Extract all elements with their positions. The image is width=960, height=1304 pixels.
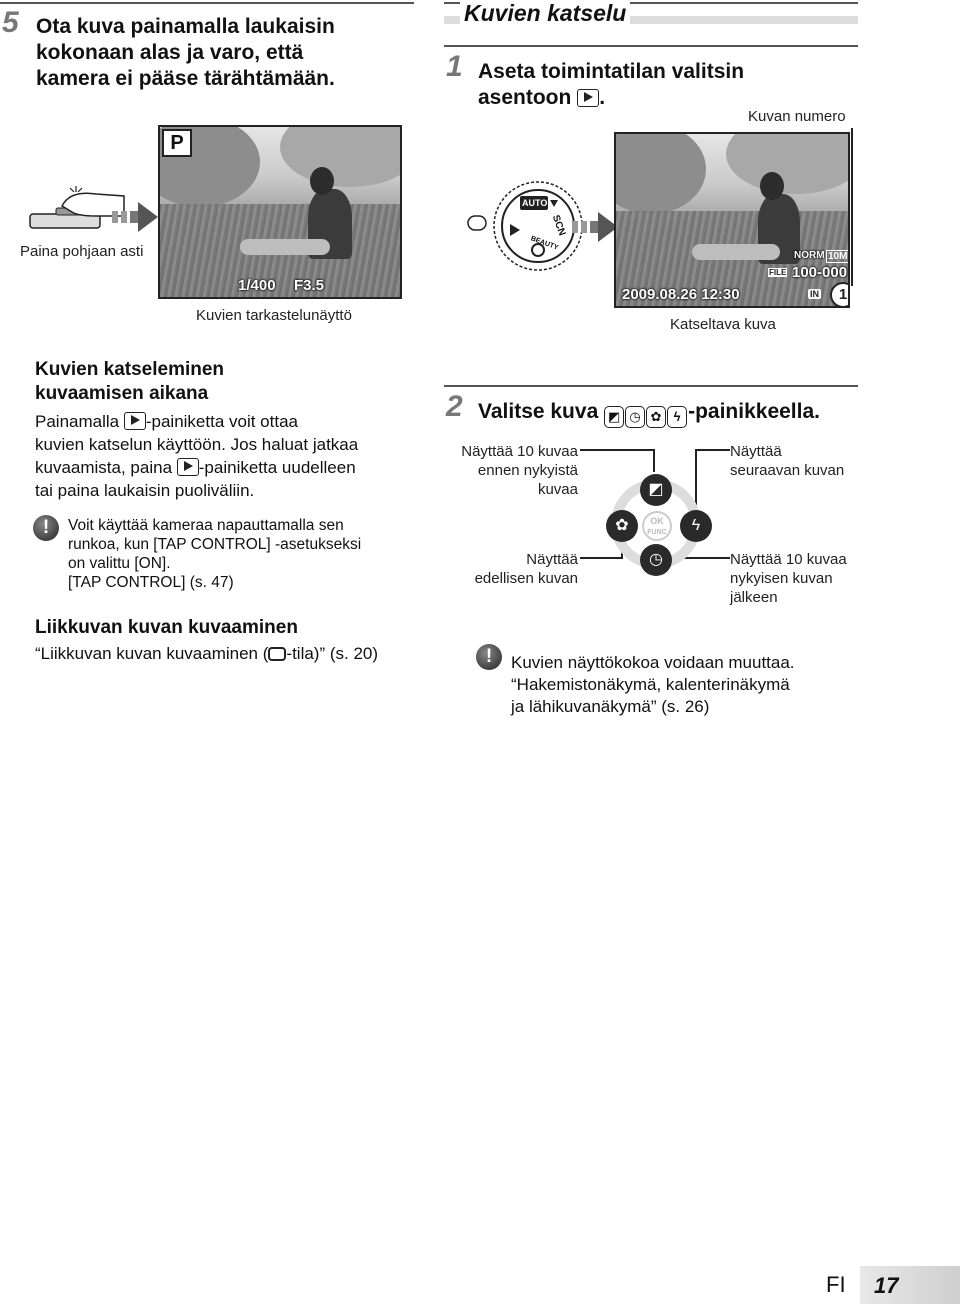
page-number-tab bbox=[860, 1266, 960, 1304]
shutter-speed: 1/400 bbox=[238, 277, 276, 294]
pad-up-button[interactable]: ◩ bbox=[640, 474, 672, 506]
step1-rule bbox=[444, 45, 858, 47]
step-5-text: Ota kuva painamalla laukaisin kokonaan alas ja varo, että kamera ei pääse tärähtämään. bbox=[36, 15, 335, 90]
arrow-right-icon bbox=[112, 202, 158, 232]
pad-right-label: Näyttää seuraavan kuvan bbox=[730, 443, 845, 479]
ok-func-button[interactable]: OK FUNC bbox=[642, 511, 672, 541]
file-number: 100-000 bbox=[792, 264, 848, 281]
display-size-note: Kuvien näyttökokoa voidaan muuttaa. “Hakemistonäkymä, kalenterinäkymä ja lähikuvanäkymä” (s. 26) bbox=[511, 653, 795, 716]
pad-right-button[interactable]: ϟ bbox=[680, 510, 712, 542]
mode-dial-illustration bbox=[466, 180, 586, 280]
warning-icon: ! bbox=[33, 515, 59, 541]
pad-left-button[interactable]: ✿ bbox=[606, 510, 638, 542]
shooting-screen-caption: Kuvien tarkastelunäyttö bbox=[196, 307, 352, 324]
shutter-press-illustration bbox=[26, 186, 126, 236]
playback-screen-photo bbox=[614, 132, 850, 308]
timer-button-icon: ◷ bbox=[625, 406, 645, 428]
frame-number: 1 bbox=[830, 282, 850, 308]
arrow-right-icon-2 bbox=[572, 212, 618, 242]
movie-reference: “Liikkuvan kuvan kuvaaminen ( -tila)” (s. 20) bbox=[35, 644, 379, 663]
step-2-text: Valitse kuva ◩ ◷ ✿ ϟ -painikkeella. bbox=[478, 399, 820, 428]
quality-indicator: NORM bbox=[794, 250, 825, 261]
playback-icon bbox=[177, 458, 199, 476]
date-time: 2009.08.26 12:30 bbox=[622, 286, 740, 303]
page-number: 17 bbox=[874, 1273, 899, 1298]
top-rule-left bbox=[0, 2, 414, 4]
playback-screen-caption: Katseltava kuva bbox=[670, 316, 776, 333]
pad-up-label: Näyttää 10 kuvaa ennen nykyistä kuvaa bbox=[461, 443, 578, 498]
movie-heading: Liikkuvan kuvan kuvaaminen bbox=[35, 617, 298, 638]
warning-icon: ! bbox=[476, 644, 502, 670]
mode-p-indicator: P bbox=[162, 129, 192, 157]
step-number-5: 5 bbox=[2, 6, 19, 39]
step-number-1: 1 bbox=[446, 50, 463, 83]
step-number-2: 2 bbox=[446, 390, 463, 423]
playback-icon bbox=[577, 89, 599, 107]
press-caption: Paina pohjaan asti bbox=[20, 243, 144, 260]
pad-left-label: Näyttää edellisen kuvan bbox=[474, 551, 578, 587]
dial-label-scn: SCN bbox=[549, 213, 568, 238]
pad-down-label: Näyttää 10 kuvaa nykyisen kuvan jälkeen bbox=[730, 551, 847, 606]
tap-control-note: Voit käyttää kameraa napauttamalla sen runkoa, kun [TAP CONTROL] -asetukseksi on valittu [ON]. [TAP CONTROL] (s. 47) bbox=[68, 517, 362, 591]
review-paragraph: Painamalla -painiketta voit ottaa kuvien katselun käyttöön. Jos haluat jatkaa kuvaamista, paina -painiketta uudelleen tai paina laukaisin puoliväliin. bbox=[35, 412, 359, 500]
internal-memory-icon: IN bbox=[810, 289, 819, 299]
aperture-value: F3.5 bbox=[294, 277, 325, 294]
step-1-text: Aseta toimintatilan valitsin asentoon . bbox=[478, 60, 745, 109]
image-size-indicator: 10M bbox=[828, 251, 848, 262]
image-number-label: Kuvan numero bbox=[748, 108, 846, 125]
flash-button-icon: ϟ bbox=[667, 406, 687, 428]
dial-label-beauty: BEAUTY bbox=[529, 235, 560, 252]
review-heading: Kuvien katseleminen kuvaamisen aikana bbox=[35, 359, 225, 404]
movie-mode-icon bbox=[268, 647, 286, 661]
dial-label-auto: AUTO bbox=[522, 198, 548, 208]
playback-icon bbox=[124, 412, 146, 430]
image-number-leader bbox=[851, 128, 853, 286]
section-title: Kuvien katselu bbox=[460, 0, 630, 27]
language-code: FI bbox=[826, 1272, 846, 1297]
exposure-button-icon: ◩ bbox=[604, 406, 624, 428]
step2-rule bbox=[444, 385, 858, 387]
shooting-screen-photo bbox=[158, 125, 402, 299]
macro-button-icon: ✿ bbox=[646, 406, 666, 428]
pad-down-button[interactable]: ◷ bbox=[640, 544, 672, 576]
file-icon: FILE bbox=[769, 268, 787, 277]
